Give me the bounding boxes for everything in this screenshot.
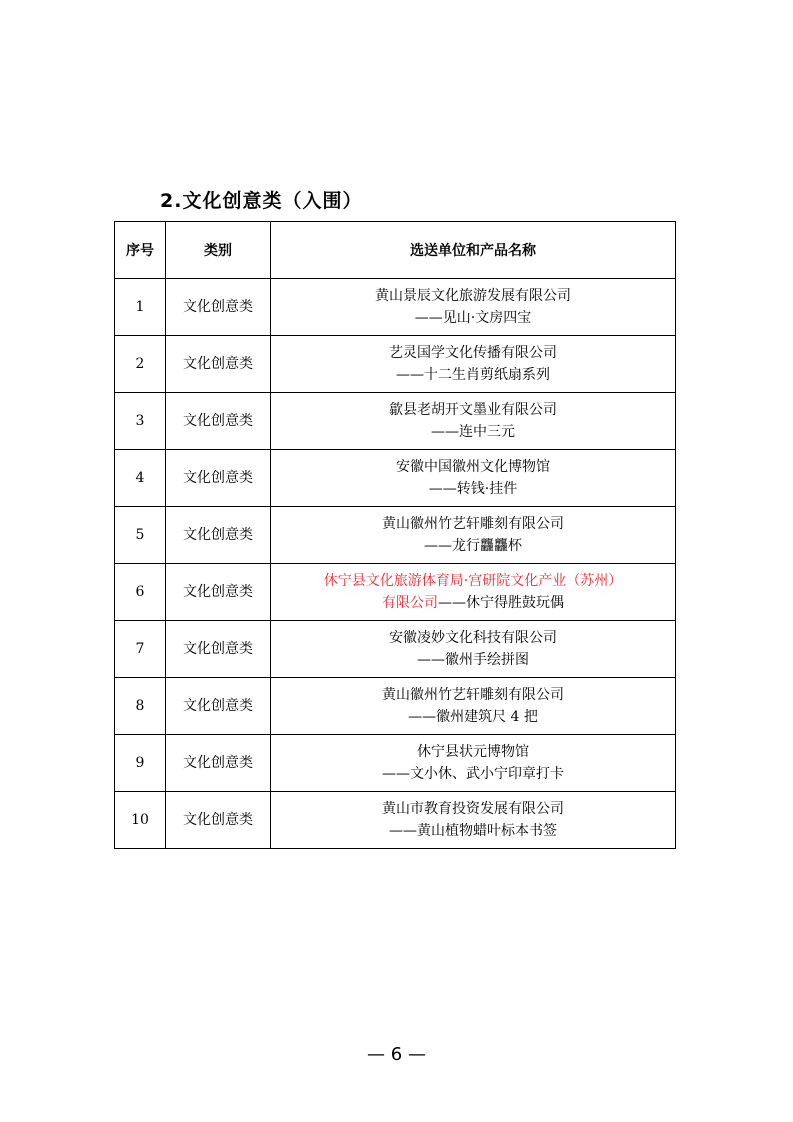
table-row: [115, 678, 676, 735]
header-entry: 选送单位和产品名称: [271, 222, 676, 279]
row-category: 文化创意类: [166, 621, 271, 678]
table-row: [115, 735, 676, 792]
entry-unit: 黄山景辰文化旅游发展有限公司: [375, 288, 571, 304]
entry-product: ——黄山植物蜡叶标本书签: [389, 823, 557, 839]
row-no: 4: [115, 450, 166, 507]
row-entry: [271, 393, 676, 450]
header-no: 序号: [115, 222, 166, 279]
entry-unit: 安徽中国徽州文化博物馆: [396, 459, 550, 475]
entry-product: ——连中三元: [431, 424, 515, 440]
entry-unit-highlighted-continued: 有限公司: [382, 595, 438, 611]
entry-unit: 黄山徽州竹艺轩雕刻有限公司: [382, 516, 564, 532]
entry-product: [271, 592, 675, 614]
row-category: 文化创意类: [166, 678, 271, 735]
table-row: [115, 393, 676, 450]
row-category: 文化创意类: [166, 279, 271, 336]
row-category: 文化创意类: [166, 564, 271, 621]
entry-product: ——转钱·挂件: [428, 481, 518, 497]
entry-unit: 休宁县状元博物馆: [417, 744, 529, 760]
table-row: [115, 507, 676, 564]
row-category: 文化创意类: [166, 450, 271, 507]
entry-product: ——文小休、武小宁印章打卡: [382, 766, 564, 782]
entry-product-name: ——休宁得胜鼓玩偶: [438, 595, 564, 611]
entry-product: ——龙行龘龘杯: [424, 538, 522, 554]
row-category: 文化创意类: [166, 336, 271, 393]
row-entry: [271, 279, 676, 336]
row-entry: [271, 564, 676, 621]
entry-unit: 艺灵国学文化传播有限公司: [389, 345, 557, 361]
table-row: [115, 336, 676, 393]
entry-unit: 安徽凌妙文化科技有限公司: [389, 630, 557, 646]
row-no: 8: [115, 678, 166, 735]
row-entry: [271, 450, 676, 507]
table-row: [115, 621, 676, 678]
row-category: 文化创意类: [166, 792, 271, 849]
row-entry: [271, 792, 676, 849]
row-entry: [271, 507, 676, 564]
row-no: 10: [115, 792, 166, 849]
row-no: 1: [115, 279, 166, 336]
header-row: [115, 222, 676, 279]
row-entry: [271, 621, 676, 678]
row-category: 文化创意类: [166, 393, 271, 450]
entry-unit-highlighted: 休宁县文化旅游体育局·宫研院文化产业（苏州）: [323, 573, 623, 589]
entry-product: ——徽州建筑尺 4 把: [408, 709, 538, 725]
row-category: 文化创意类: [166, 507, 271, 564]
entry-product: ——十二生肖剪纸扇系列: [396, 367, 550, 383]
row-no: 5: [115, 507, 166, 564]
entry-product: ——见山·文房四宝: [414, 310, 532, 326]
row-no: 2: [115, 336, 166, 393]
page-number: — 6 —: [367, 1044, 426, 1065]
row-no: 9: [115, 735, 166, 792]
row-no: 3: [115, 393, 166, 450]
row-no: 7: [115, 621, 166, 678]
row-entry: [271, 678, 676, 735]
entries-table: [114, 221, 676, 849]
entry-unit: 黄山徽州竹艺轩雕刻有限公司: [382, 687, 564, 703]
row-category: 文化创意类: [166, 735, 271, 792]
entry-unit: 歙县老胡开文墨业有限公司: [389, 402, 557, 418]
header-category: 类别: [166, 222, 271, 279]
table-row: [115, 792, 676, 849]
row-entry: [271, 336, 676, 393]
row-entry: [271, 735, 676, 792]
entry-product: ——徽州手绘拼图: [417, 652, 529, 668]
row-no: 6: [115, 564, 166, 621]
table-row: [115, 279, 676, 336]
table-row: [115, 564, 676, 621]
entry-unit: 黄山市教育投资发展有限公司: [382, 801, 564, 817]
table-row: [115, 450, 676, 507]
section-title: 2.文化创意类（入围）: [160, 190, 363, 212]
